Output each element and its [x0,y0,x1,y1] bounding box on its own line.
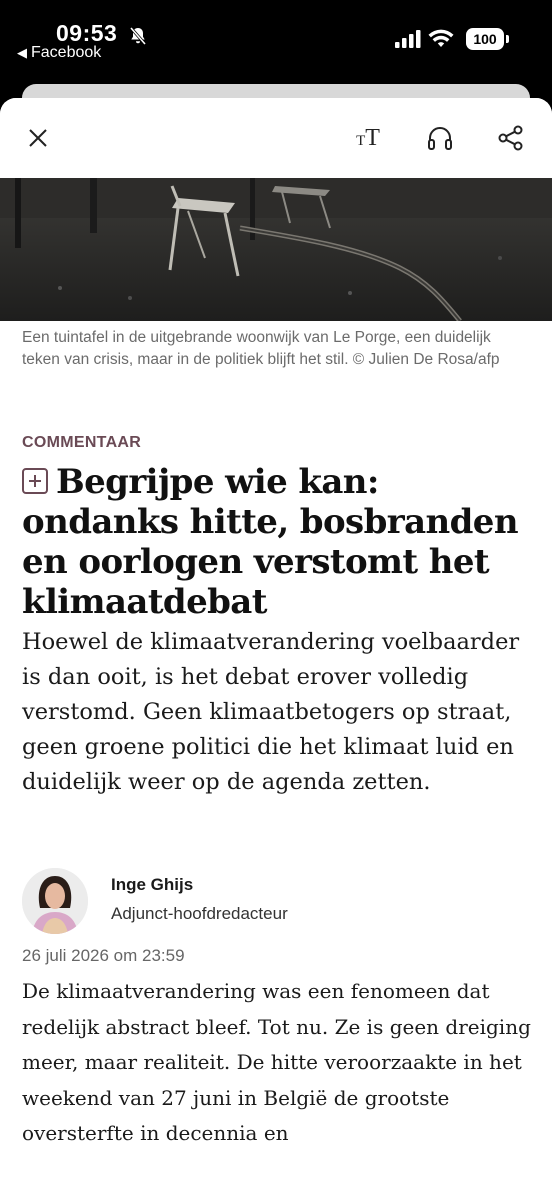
article-title [22,462,534,622]
bell-muted-icon [128,26,148,51]
author-role: Adjunct-hoofdredacteur [111,904,288,923]
back-app-label: Facebook [31,44,102,61]
close-button[interactable] [20,120,56,156]
cellular-signal-icon [395,30,421,53]
status-bar [0,0,552,78]
author-block[interactable] [22,868,542,938]
publish-date: 26 juli 2026 om 23:59 [22,946,185,965]
listen-button[interactable] [422,120,458,156]
article-body: De klimaatverandering was een fenomeen dat redelijk abstract bleef. Tot nu. Ze is geen dreiging meer, maar realiteit. De hitte veroorzaakte in het weekend van 27 juni in België de grootste oversterfte in decennia en [22,979,531,1145]
avatar [22,868,88,934]
share-icon [498,125,524,151]
wifi-icon [428,28,454,53]
plus-box-icon [22,468,48,494]
article-lead: Hoewel de klimaatverandering voelbaarder is dan ooit, is het debat erover volledig verstomd. Geen klimaatbetogers op straat, geen groene politici die het klimaat luid en duidelijk weer op de agenda zetten. [22,629,520,795]
headphones-icon [427,126,453,150]
article-toolbar [0,98,552,178]
status-time: 09:53 [56,20,118,46]
back-arrow-icon: ◀ [17,45,27,60]
article-photo [0,178,552,321]
article-title-text: Begrijpe wie kan: ondanks hitte, bosbranden en oorlogen verstomt het klimaatdebat [22,462,518,622]
author-name[interactable]: Inge Ghijs [111,875,194,894]
battery-nub [506,35,509,43]
text-size-button[interactable] [350,120,386,156]
battery-indicator: 100 [466,28,504,50]
share-button[interactable] [493,120,529,156]
text-size-icon: TT [356,124,380,151]
article-sheet [0,98,552,1200]
photo-caption: Een tuintafel in de uitgebrande woonwijk van Le Porge, een duidelijk teken van crisis, maar in de politiek blijft het stil. © Julien De Rosa/afp [22,329,500,368]
article-kicker: COMMENTAAR [22,434,142,451]
close-icon [28,128,48,148]
back-to-app-link[interactable] [17,44,101,62]
